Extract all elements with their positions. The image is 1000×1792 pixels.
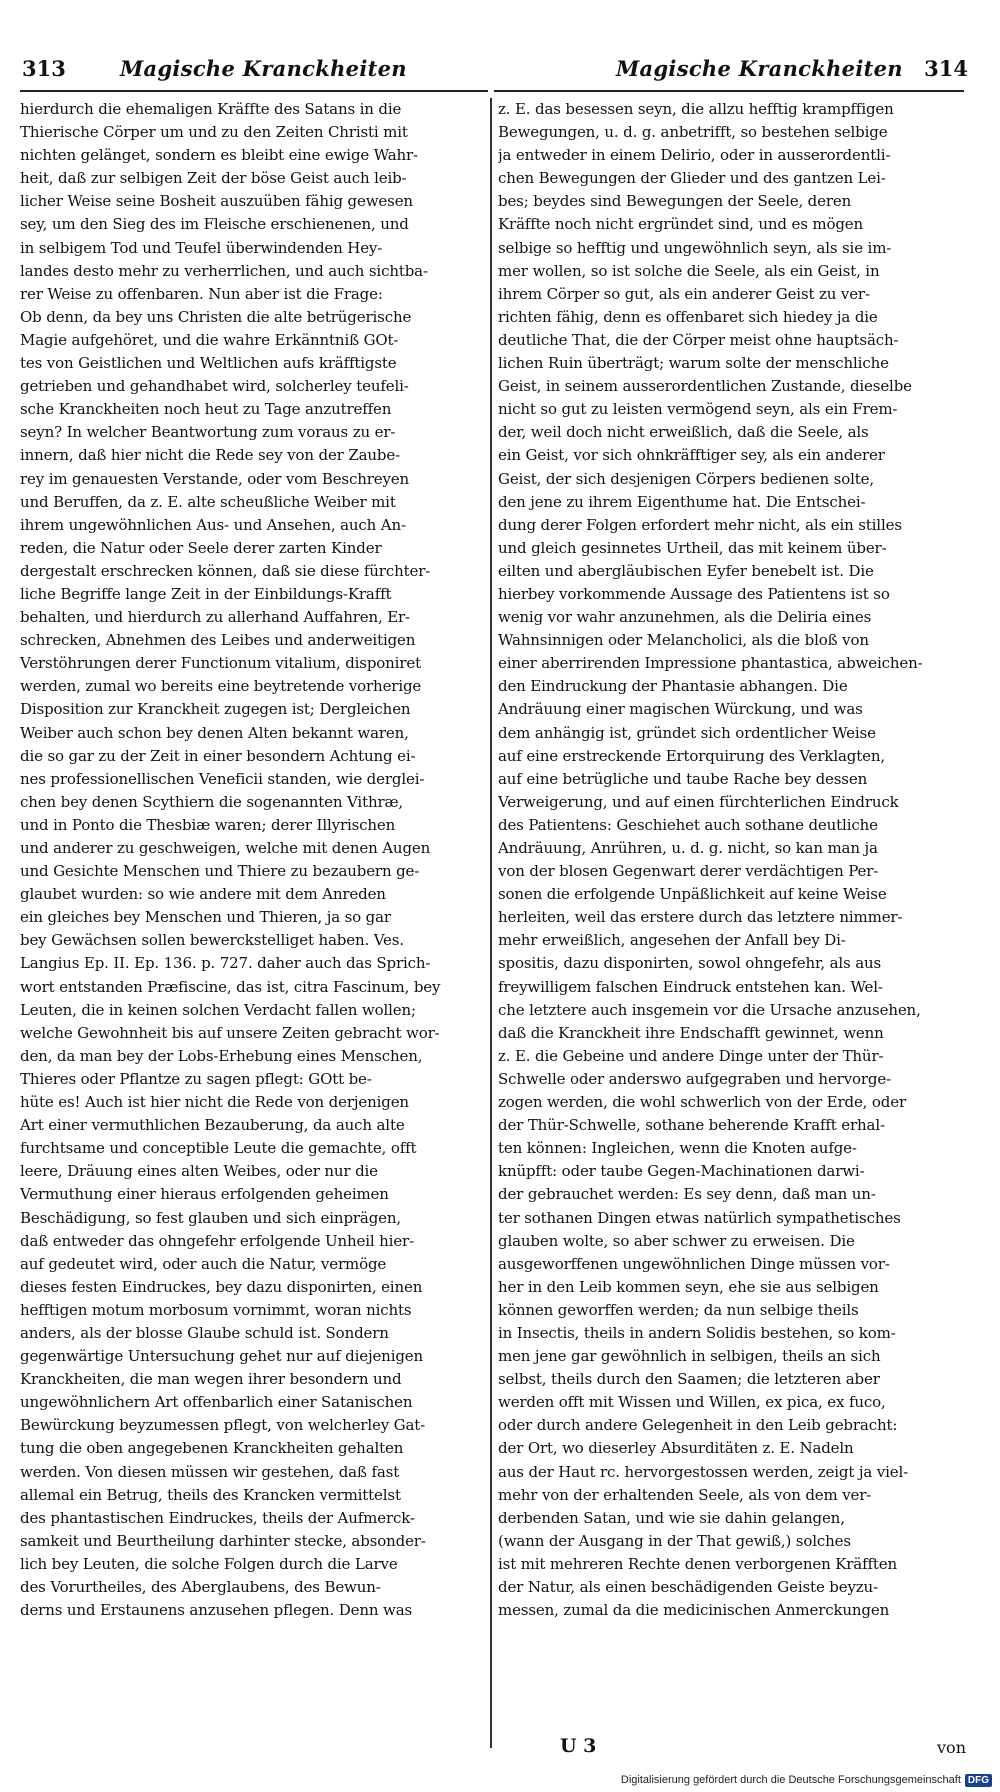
right-running-title: Magische Kranckheiten [616, 56, 903, 81]
text-line: dergestalt erschrecken können, daß sie diese fürchter- [20, 561, 431, 580]
left-page-header [20, 56, 490, 86]
text-line: Art einer vermuthlichen Bezauberung, da auch alte [20, 1116, 405, 1135]
text-line: dem anhängig ist, gründet sich ordentlicher Weise [498, 723, 876, 742]
text-line: chen bey denen Scythiern die sogenannten Vithræ, [20, 792, 404, 811]
text-line: rey im genauesten Verstande, oder vom Beschreyen [20, 469, 410, 488]
right-text-column [498, 98, 964, 1738]
text-line: Leuten, die in keinen solchen Verdacht fallen wollen; [20, 1000, 416, 1019]
text-line: der Ort, wo dieserley Absurditäten z. E. Nadeln [498, 1439, 854, 1458]
text-line: glaubet wurden: so wie andere mit dem Anreden [20, 885, 386, 904]
catchword: von [937, 1738, 966, 1757]
text-line: ein Geist, vor sich ohnkräfftiger sey, als ein anderer [498, 446, 885, 465]
text-line: des Patientens: Geschiehet auch sothane deutliche [498, 815, 878, 834]
text-line: derbenden Satan, und wie sie dahin gelangen, [498, 1508, 845, 1527]
text-line: nichten gelänget, sondern es bleibt eine ewige Wahr- [20, 146, 418, 165]
text-line: Ob denn, da bey uns Christen die alte betrügerische [20, 307, 412, 326]
text-line: z. E. die Gebeine und andere Dinge unter der Thür- [498, 1046, 884, 1065]
text-line: getrieben und gehandhabet wird, solcherley teufeli- [20, 377, 409, 396]
text-line: hefftigen motum morbosum vornimmt, woran nichts [20, 1300, 412, 1319]
text-line: werden offt mit Wissen und Willen, ex pica, ex fuco, [498, 1393, 886, 1412]
text-line: Verstöhrungen derer Functionum vitalium, disponiret [20, 654, 421, 673]
text-line: auf eine betrügliche und taube Rache bey dessen [498, 769, 868, 788]
text-line: werden. Von diesen müssen wir gestehen, daß fast [20, 1462, 400, 1481]
left-page-number: 313 [22, 56, 66, 81]
text-line: Disposition zur Kranckheit zugegen ist; Dergleichen [20, 700, 411, 719]
text-line: ist mit mehreren Rechte denen verborgenen Kräfften [498, 1554, 898, 1573]
left-running-title: Magische Kranckheiten [120, 56, 407, 81]
text-line: den, da man bey der Lobs-Erhebung eines Menschen, [20, 1046, 423, 1065]
text-line: herleiten, weil das erstere durch das letztere nimmer- [498, 908, 903, 927]
text-line: hierbey vorkommende Aussage des Patientens ist so [498, 584, 890, 603]
digitization-credit [621, 1771, 992, 1789]
text-line: lichen Ruin überträgt; warum solte der menschliche [498, 354, 889, 373]
text-line: wenig vor wahr anzunehmen, als die Deliria eines [498, 608, 872, 627]
text-line: che letztere auch insgemein vor die Ursache anzusehen, [498, 1000, 921, 1019]
text-line: spositis, dazu disponirten, sowol ohngefehr, als aus [498, 954, 882, 973]
text-line: sche Kranckheiten noch heut zu Tage anzutreffen [20, 400, 392, 419]
text-line: Geist, der sich desjenigen Cörpers bedienen solte, [498, 469, 874, 488]
text-line: auf eine erstreckende Ertorquirung des Verklagten, [498, 746, 885, 765]
text-line: z. E. das besessen seyn, die allzu hefftig krampffigen [498, 100, 894, 118]
text-line: selbst, theils durch den Saamen; die letzteren aber [498, 1370, 880, 1389]
text-line: sonen die erfolgende Unpäßlichkeit auf keine Weise [498, 885, 887, 904]
text-line: tes von Geistlichen und Weltlichen aufs kräfftigste [20, 354, 397, 373]
text-line: Vermuthung einer hieraus erfolgenden geheimen [20, 1185, 389, 1204]
text-line: von der blosen Gegenwart derer verdächtigen Per- [498, 862, 879, 881]
text-line: licher Weise seine Bosheit auszuüben fähig gewesen [20, 192, 413, 211]
text-line: hüte es! Auch ist hier nicht die Rede von derjenigen [20, 1093, 409, 1112]
text-line: (wann der Ausgang in der That gewiß,) solches [498, 1531, 851, 1550]
text-line: ihrem Cörper so gut, als ein anderer Geist zu ver- [498, 284, 870, 303]
text-line: Andräuung einer magischen Würckung, und was [498, 700, 863, 719]
text-line: Thieres oder Pflantze zu sagen pflegt: GOtt be- [20, 1069, 372, 1088]
text-line: ausgeworffenen ungewöhnlichen Dinge müssen vor- [498, 1254, 890, 1273]
text-line: freywilligem falschen Eindruck entstehen kan. Wel- [498, 977, 883, 996]
text-line: des Vorurtheiles, des Aberglaubens, des Bewun- [20, 1578, 381, 1596]
text-line: nes professionellischen Veneficii standen, wie derglei- [20, 769, 425, 788]
text-line: chen Bewegungen der Glieder und des gantzen Lei- [498, 169, 886, 188]
text-line: und Beruffen, da z. E. alte scheußliche Weiber mit [20, 492, 396, 511]
text-line: innern, daß hier nicht die Rede sey von der Zaube- [20, 446, 400, 465]
text-line: furchtsame und conceptible Leute die gemachte, offt [20, 1139, 417, 1158]
text-line: Bewürckung beyzumessen pflegt, von welcherley Gat- [20, 1416, 426, 1435]
text-line: Andräuung, Anrühren, u. d. g. nicht, so kan man ja [498, 839, 878, 857]
text-line: ten können: Ingleichen, wenn die Knoten aufge- [498, 1139, 857, 1158]
text-line: tung die oben angegebenen Kranckheiten gehalten [20, 1439, 404, 1458]
text-line: den Eindruckung der Phantasie abhangen. Die [498, 677, 848, 696]
left-text-column [20, 98, 484, 1738]
text-line: mer wollen, so ist solche die Seele, als ein Geist, in [498, 261, 880, 280]
text-line: der, weil doch nicht erweißlich, daß die Seele, als [498, 423, 869, 442]
text-line: zogen werden, die wohl schwerlich von der Erde, oder [498, 1093, 906, 1112]
text-line: derns und Erstaunens anzusehen pflegen. Denn was [20, 1601, 413, 1620]
right-page-number: 314 [924, 56, 968, 81]
text-line: anders, als der blosse Glaube schuld ist. Sondern [20, 1323, 389, 1342]
text-line: deutliche That, die der Cörper meist ohne hauptsäch- [498, 330, 899, 349]
text-line: Thierische Cörper um und zu den Zeiten Christi mit [20, 123, 408, 142]
text-line: reden, die Natur oder Seele derer zarten Kinder [20, 538, 382, 557]
text-line: ungewöhnlichern Art offenbarlich einer Satanischen [20, 1393, 413, 1412]
text-line: dieses festen Eindruckes, bey dazu disponirten, einen [20, 1277, 423, 1296]
text-line: daß die Kranckheit ihre Endschafft gewinnet, wenn [498, 1023, 884, 1042]
column-divider [490, 98, 492, 1748]
text-line: der Natur, als einen beschädigenden Geiste beyzu- [498, 1578, 878, 1596]
text-line: bey Gewächsen sollen bewerckstelliget haben. Ves. [20, 931, 404, 950]
text-line: Kräffte noch nicht ergründet sind, und es mögen [498, 215, 864, 234]
text-line: her in den Leib kommen seyn, ehe sie aus selbigen [498, 1277, 879, 1296]
text-line: in selbigem Tod und Teufel überwindenden Hey- [20, 238, 383, 257]
text-line: Beschädigung, so fest glauben und sich einprägen, [20, 1208, 402, 1227]
text-line: men jene gar gewöhnlich in selbigen, theils an sich [498, 1347, 881, 1366]
text-line: einer aberrirenden Impressione phantastica, abweichen- [498, 654, 923, 673]
text-line: wort entstanden Præfiscine, das ist, citra Fascinum, bey [20, 977, 441, 996]
text-line: messen, zumal da die medicinischen Anmerckungen [498, 1601, 890, 1620]
text-line: mehr von der erhaltenden Seele, als von dem ver- [498, 1485, 872, 1504]
text-line: und in Ponto die Thesbiæ waren; derer Illyrischen [20, 815, 396, 834]
text-line: behalten, und hierdurch zu allerhand Auffahren, Er- [20, 608, 410, 627]
credit-text: Digitalisierung gefördert durch die Deutsche Forschungsgemeinschaft [620, 1774, 961, 1786]
text-line: Weiber auch schon bey denen Alten bekannt waren, [20, 723, 409, 742]
text-line: leere, Dräuung eines alten Weibes, oder nur die [20, 1162, 378, 1181]
text-line: ihrem ungewöhnlichen Aus- und Ansehen, auch An- [20, 515, 406, 534]
right-header-rule [494, 90, 964, 92]
text-line: nicht so gut zu leisten vermögend seyn, als ein Frem- [498, 400, 898, 419]
text-line: in Insectis, theils in andern Solidis bestehen, so kom- [498, 1323, 896, 1342]
text-line: liche Begriffe lange Zeit in der Einbildungs-Krafft [20, 584, 392, 603]
text-line: landes desto mehr zu verherrlichen, und auch sichtba- [20, 261, 428, 280]
text-line: Geist, in seinem ausserordentlichen Zustande, dieselbe [498, 377, 912, 396]
text-line: werden, zumal wo bereits eine beytretende vorherige [20, 677, 422, 696]
text-line: mehr erweißlich, angesehen der Anfall bey Di- [498, 931, 846, 950]
text-line: welche Gewohnheit bis auf unsere Zeiten gebracht wor- [20, 1023, 440, 1042]
dfg-logo: DFG [965, 1774, 992, 1787]
text-line: sey, um den Sieg des im Fleische erschienenen, und [20, 215, 409, 234]
text-line: auf gedeutet wird, oder auch die Natur, vermöge [20, 1254, 387, 1273]
text-line: hierdurch die ehemaligen Kräffte des Satans in die [20, 100, 402, 118]
text-line: glauben wolte, so aber schwer zu erweisen. Die [498, 1231, 855, 1250]
text-line: bes; beydes sind Bewegungen der Seele, deren [498, 192, 852, 211]
text-line: der gebrauchet werden: Es sey denn, daß man un- [498, 1185, 876, 1204]
text-line: Bewegungen, u. d. g. anbetrifft, so bestehen selbige [498, 123, 888, 142]
text-line: Verweigerung, und auf einen fürchterlichen Eindruck [498, 792, 899, 811]
right-page-header [498, 56, 968, 86]
text-line: der Thür-Schwelle, sothane beherende Krafft erhal- [498, 1116, 885, 1135]
signature-mark: U 3 [560, 1735, 597, 1757]
text-line: können geworffen werden; da nun selbige theils [498, 1300, 859, 1319]
text-line: samkeit und Beurtheilung darhinter stecke, absonder- [20, 1531, 426, 1550]
text-line: und Gesichte Menschen und Thiere zu bezaubern ge- [20, 862, 420, 881]
text-line: lich bey Leuten, die solche Folgen durch die Larve [20, 1554, 398, 1573]
text-line: heit, daß zur selbigen Zeit der böse Geist auch leib- [20, 169, 407, 188]
text-line: gegenwärtige Untersuchung gehet nur auf diejenigen [20, 1347, 424, 1366]
text-line: Langius Ep. II. Ep. 136. p. 727. daher auch das Sprich- [20, 954, 431, 973]
text-line: Wahnsinnigen oder Melancholici, als die bloß von [498, 631, 869, 650]
text-line: ter sothanen Dingen etwas natürlich sympathetisches [498, 1208, 901, 1227]
left-header-rule [20, 90, 488, 92]
text-line: des phantastischen Eindruckes, theils der Aufmerck- [20, 1508, 415, 1527]
text-line: und gleich gesinnetes Urtheil, das mit keinem über- [498, 538, 887, 557]
text-line: und anderer zu geschweigen, welche mit denen Augen [20, 839, 431, 857]
text-line: ja entweder in einem Delirio, oder in ausserordentli- [498, 146, 891, 165]
text-line: knüpfft: oder taube Gegen-Machinationen darwi- [498, 1162, 865, 1181]
text-line: richten fähig, denn es offenbaret sich hiedey ja die [498, 307, 878, 326]
text-line: Kranckheiten, die man wegen ihrer besondern und [20, 1370, 402, 1389]
text-line: ein gleiches bey Menschen und Thieren, ja so gar [20, 908, 391, 927]
text-line: allemal ein Betrug, theils des Krancken vermittelst [20, 1485, 401, 1504]
text-line: Schwelle oder anderswo aufgegraben und hervorge- [498, 1069, 892, 1088]
text-line: selbige so hefftig und ungewöhnlich seyn, als sie im- [498, 238, 892, 257]
text-line: dung derer Folgen erfordert mehr nicht, als ein stilles [498, 515, 902, 534]
text-line: seyn? In welcher Beantwortung zum voraus zu er- [20, 423, 396, 442]
text-line: Magie aufgehöret, und die wahre Erkänntniß GOt- [20, 330, 399, 349]
text-line: die so gar zu der Zeit in einer besondern Achtung ei- [20, 746, 416, 765]
text-line: rer Weise zu offenbaren. Nun aber ist die Frage: [20, 284, 383, 303]
text-line: den jene zu ihrem Eigenthume hat. Die Entschei- [498, 492, 866, 511]
text-line: schrecken, Abnehmen des Leibes und anderweitigen [20, 631, 416, 650]
text-line: aus der Haut rc. hervorgestossen werden, zeigt ja viel- [498, 1462, 909, 1481]
text-line: eilten und abergläubischen Eyfer benebelt ist. Die [498, 561, 874, 580]
text-line: oder durch andere Gelegenheit in den Leib gebracht: [498, 1416, 898, 1435]
text-line: daß entweder das ohngefehr erfolgende Unheil hier- [20, 1231, 414, 1250]
